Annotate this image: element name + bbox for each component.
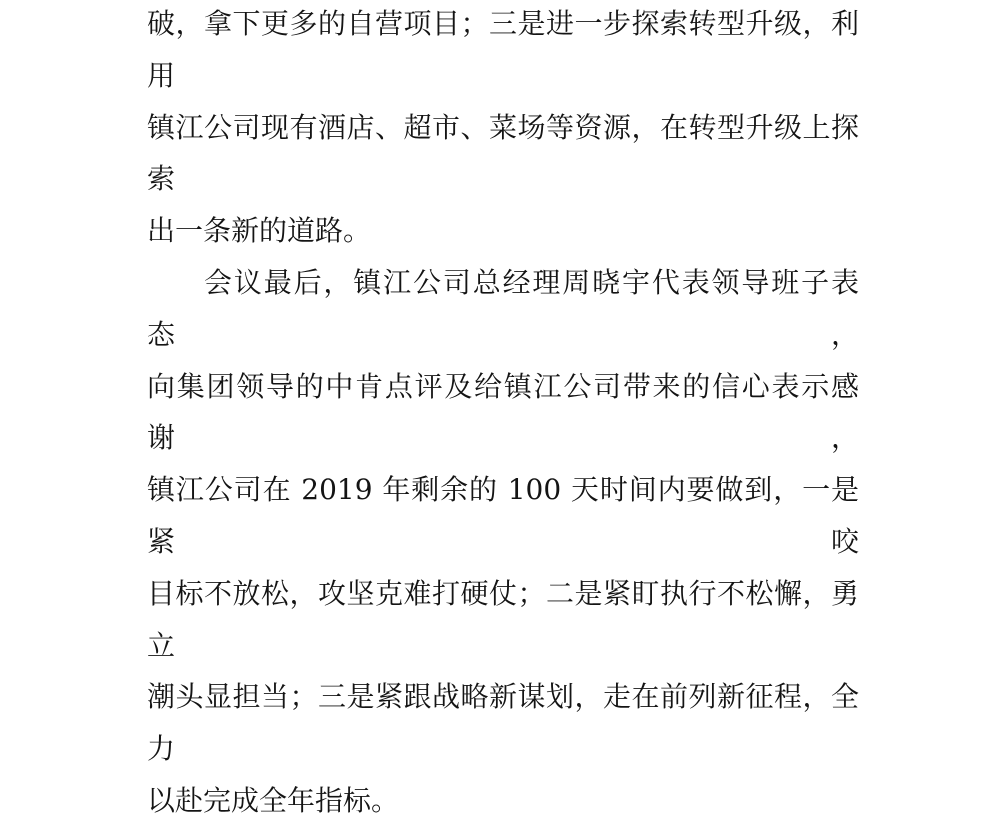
text-line: 镇江公司现有酒店、超市、菜场等资源，在转型升级上探索: [147, 110, 859, 196]
text-line: 破，拿下更多的自营项目；三是进一步探索转型升级，利用: [147, 7, 859, 92]
text-line: 会议最后，镇江公司总经理周晓宇代表领导班子表态，: [147, 265, 859, 351]
text-line: 镇江公司在 2019 年剩余的 100 天时间内要做到，一是紧咬: [147, 473, 859, 558]
text-block: [147, 0, 859, 827]
text-line: 目标不放松，攻坚克难打硬仗；二是紧盯执行不松懈，勇立: [147, 576, 859, 662]
text-line: 向集团领导的中肯点评及给镇江公司带来的信心表示感谢，: [147, 369, 859, 455]
text-line: 出一条新的道路。: [147, 214, 372, 248]
text-line: 潮头显担当；三是紧跟战略新谋划，走在前列新征程，全力: [147, 680, 859, 766]
text-line: 以赴完成全年指标。: [147, 783, 400, 817]
